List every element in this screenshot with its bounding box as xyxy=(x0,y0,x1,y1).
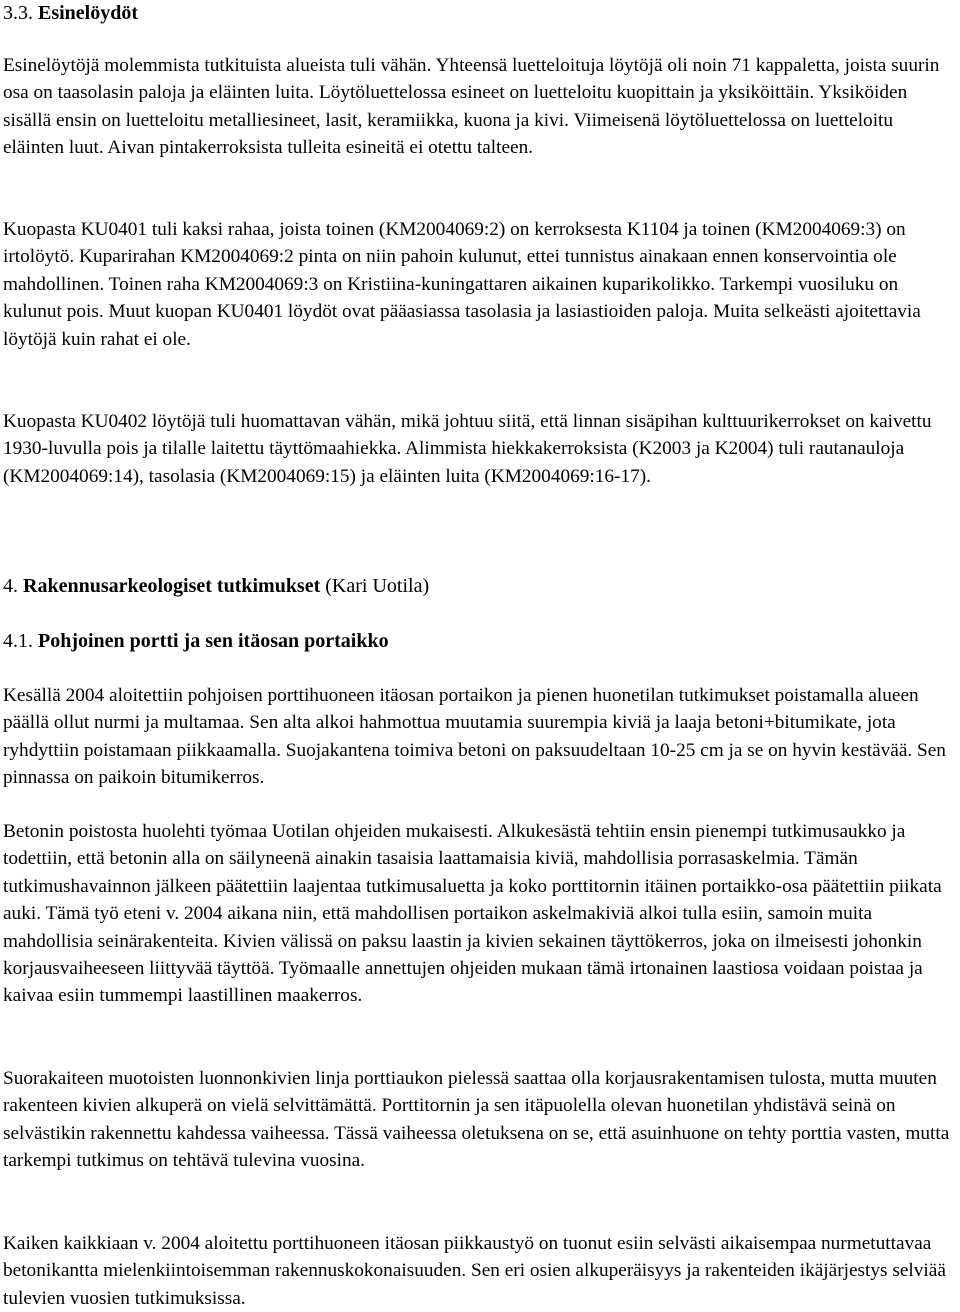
section-heading-4-1 xyxy=(3,628,389,654)
section-heading-3-3 xyxy=(3,0,138,26)
section-author: (Kari Uotila) xyxy=(325,575,430,597)
paragraph-esinelöydöt-1: Esinelöytöjä molemmista tutkituista alueista tuli vähän. Yhteensä luetteloituja löytöjä oli noin 71 kappaletta, joista suurin osa on taasolasin paloja ja eläinten luita. Löytöluettelossa esineet on luetteloitu kuopittain ja yksiköittäin. Yksiköiden sisällä ensin on luetteloitu metalliesineet, lasit, keramiikka, kuona ja kivi. Viimeisenä löytöluettelossa on luetteloitu eläinten luut. Aivan pintakerroksista tulleita esineitä ei otettu talteen. xyxy=(3,55,940,159)
paragraph-portti-4: Kaiken kaikkiaan v. 2004 aloitettu porttihuoneen itäosan piikkaustyö on tuonut esiin selvästi aikaisempaa nurmetuttavaa betonikantta mielenkiintoisemman rakennuskokonaisuuden. Sen eri osien alkuperäisyys ja rakenteiden ikäjärjestys selviää tulevien vuosien tutkimuksissa. xyxy=(3,1233,946,1309)
section-number: 4.1. xyxy=(3,630,33,652)
paragraph-esinelöydöt-2: Kuopasta KU0401 tuli kaksi rahaa, joista toinen (KM2004069:2) on kerroksesta K1104 ja toinen (KM2004069:3) on irtolöytö. Kuparirahan KM2004069:2 pinta on niin pahoin kulunut, ettei tunnistus ainakaan ennen konservointia ole mahdollinen. Toinen raha KM2004069:3 on Kristiina-kuningattaren aikainen kuparikolikko. Tarkempi vuosiluku on kulunut pois. Muut kuopan KU0401 löydöt ovat pääasiassa tasolasia ja lasiastioiden paloja. Muita selkeästi ajoitettavia löytöjä kuin rahat ei ole. xyxy=(3,219,921,350)
section-title: Pohjoinen portti ja sen itäosan portaikko xyxy=(38,630,389,652)
section-title: Rakennusarkeologiset tutkimukset xyxy=(23,575,321,597)
paragraph-portti-1: Kesällä 2004 aloitettiin pohjoisen porttihuoneen itäosan portaikon ja pienen huonetilan tutkimukset poistamalla alueen päällä ollut nurmi ja multamaa. Sen alta alkoi hahmottua muutamia suurempia kiviä ja laaja betoni+bitumikate, jota ryhdyttiin poistamaan piikkaamalla. Suojakantena toimiva betoni on paksuudeltaan 10-25 cm ja se on hyvin kestävää. Sen pinnassa on paikoin bitumikerros. xyxy=(3,685,946,789)
section-number: 4. xyxy=(3,575,18,597)
paragraph-portti-2: Betonin poistosta huolehti työmaa Uotilan ohjeiden mukaisesti. Alkukesästä tehtiin ensin pienempi tutkimusaukko ja todettiin, että betonin alla on säilyneenä ainakin tasaisia laattamaisia kiviä, mahdollisia porrasaskelmia. Tämän tutkimushavainnon jälkeen päätettiin laajentaa tutkimusaluetta ja koko porttitornin itäinen portaikko-osa päätettiin piikata auki. Tämä työ eteni v. 2004 aikana niin, että mahdollisen portaikon askelmakiviä alkoi tulla esiin, samoin muita mahdollisia seinärakenteita. Kivien välissä on paksu laastin ja kivien sekainen täyttökerros, joka on ilmeisesti johonkin korjausvaiheeseen liittyvää täyttöä. Työmaalle annettujen ohjeiden mukaan tämä irtonainen laastiosa voidaan poistaa ja kaivaa esiin tummempi laastillinen maakerros. xyxy=(3,821,942,1007)
paragraph-esinelöydöt-3: Kuopasta KU0402 löytöjä tuli huomattavan vähän, mikä johtuu siitä, että linnan sisäpihan kulttuurikerrokset on kaivettu 1930-luvulla pois ja tilalle laitettu täyttömaahiekka. Alimmista hiekkakerroksista (K2003 ja K2004) tuli rautanauloja (KM2004069:14), tasolasia (KM2004069:15) ja eläinten luita (KM2004069:16-17). xyxy=(3,411,932,487)
section-title: Esinelöydöt xyxy=(38,2,139,24)
section-number: 3.3. xyxy=(3,2,33,24)
paragraph-portti-3: Suorakaiteen muotoisten luonnonkivien linja porttiaukon pielessä saattaa olla korjausrakentamisen tulosta, mutta muuten rakenteen kivien alkuperä on vielä selvittämättä. Porttitornin ja sen itäpuolella olevan huonetilan yhdistävä seinä on selvästikin rakennettu kahdessa vaiheessa. Tässä vaiheessa oletuksena on se, että asuinhuone on tehty porttia vasten, mutta tarkempi tutkimus on tehtävä tulevina vuosina. xyxy=(3,1068,950,1172)
section-heading-4 xyxy=(3,573,429,599)
